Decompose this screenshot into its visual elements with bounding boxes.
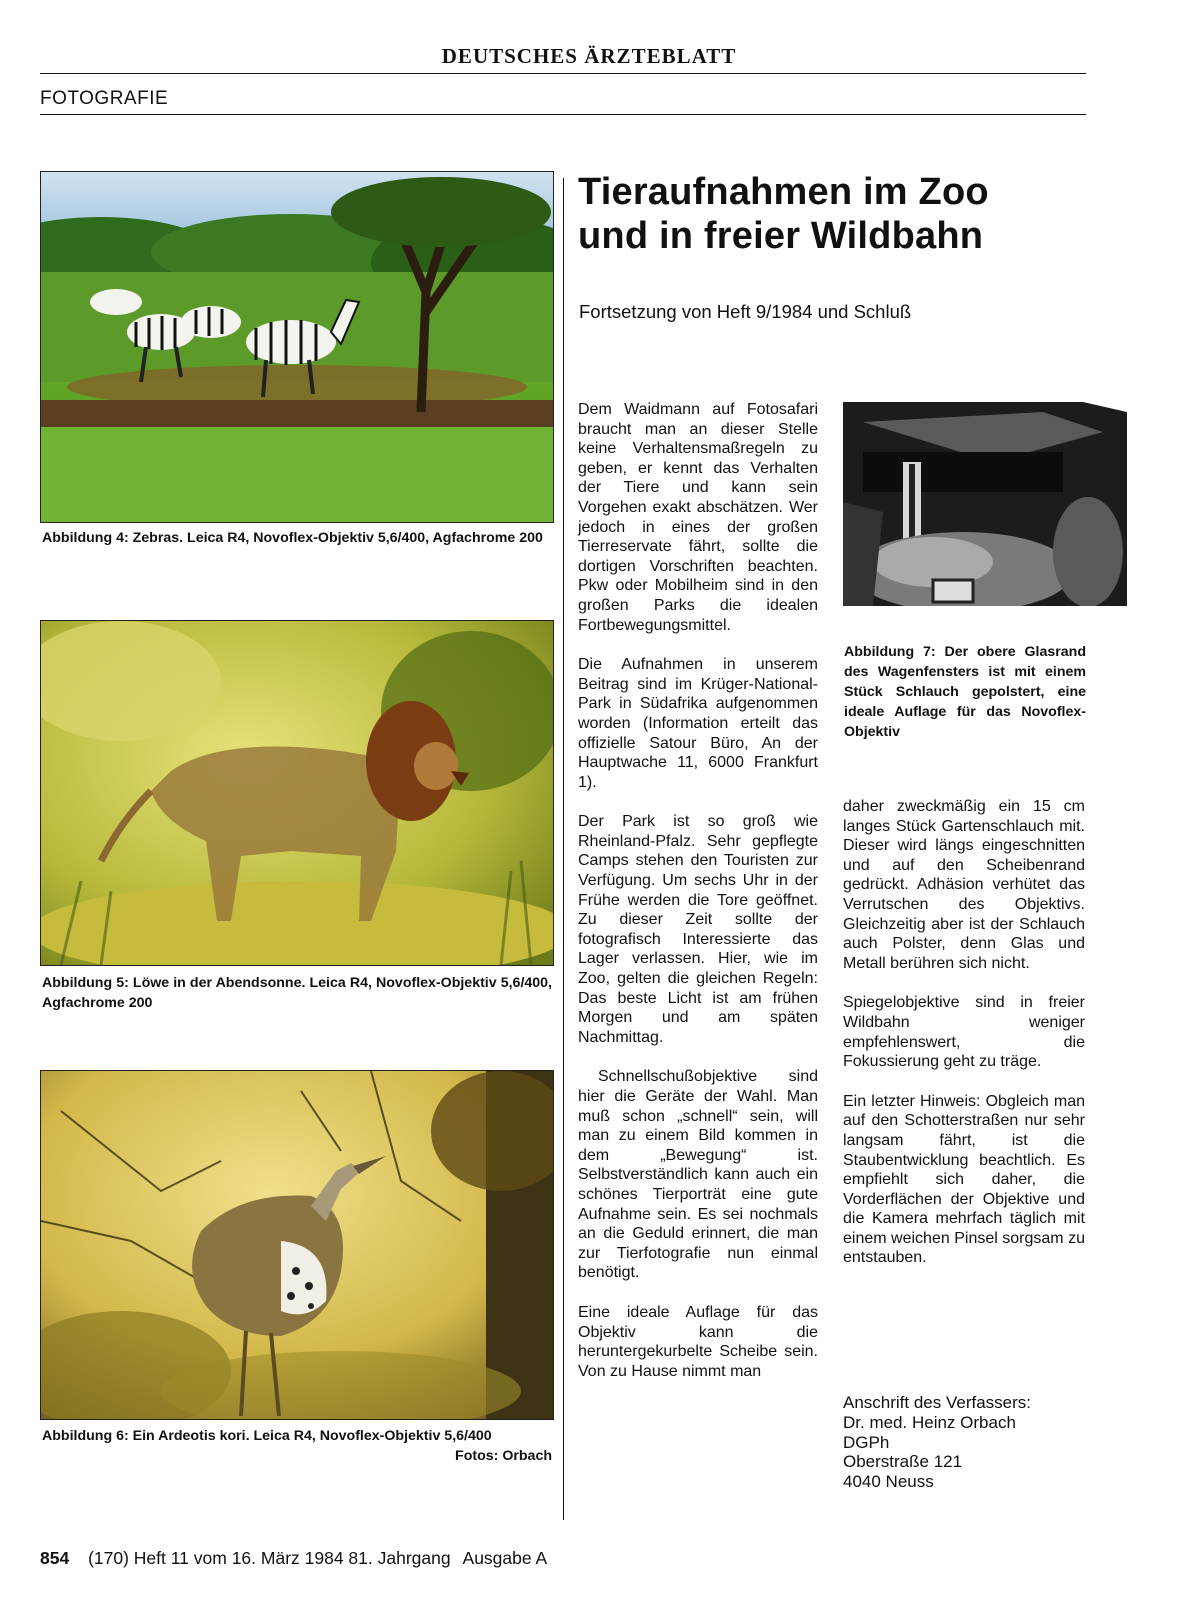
- paragraph: Eine ideale Auflage für das Objektiv kann die heruntergekurbelte Scheibe sein. Von zu Hause nimmt man: [578, 1303, 818, 1380]
- paragraph: Spiegelobjektive sind in freier Wildbahn weniger empfehlenswert, die Fokussierung geht zu träge.: [843, 994, 1085, 1071]
- photo-zebras: [40, 171, 554, 523]
- address-label: Anschrift des Verfassers:: [843, 1393, 1032, 1412]
- author-title: DGPh: [843, 1432, 890, 1452]
- masthead: DEUTSCHES ÄRZTEBLATT: [441, 44, 737, 68]
- issue-info: (170) Heft 11 vom 16. März 1984 81. Jahrgang: [88, 1548, 451, 1568]
- article-title-line-1: Tieraufnahmen im Zoo: [578, 171, 989, 213]
- caption-fig6-text: Abbildung 6: Ein Ardeotis kori. Leica R4, Novoflex-Objektiv 5,6/400: [42, 1428, 492, 1444]
- caption-fig7: Abbildung 7: Der obere Glasrand des Wagenfensters ist mit einem Stück Schlauch gepolstert, eine ideale Auflage für das Novoflex-Objektiv: [844, 644, 1086, 740]
- address-city: 4040 Neuss: [843, 1472, 934, 1492]
- paragraph: Dem Waidmann auf Fotosafari braucht man an dieser Stelle keine Verhaltensmaßregeln zu geben, er kennt das Verhalten der Tiere und kann sein Vorgehen exakt abschätzen. Wer jedoch in eines der großen Tierreservate fährt, sollte die dortigen Vorschriften beachten. Pkw oder Mobilheim sind in den großen Parks die idealen Fortbewegungsmittel.: [578, 401, 818, 634]
- page-number: 854: [40, 1548, 70, 1568]
- caption-fig6: [42, 1426, 552, 1466]
- column-rule: [563, 178, 564, 1520]
- paragraph: Die Aufnahmen in unserem Beitrag sind im Krüger-National-Park in Südafrika aufgenommen worden (Information erteilt das offizielle Satour Büro, An der Hauptwache 11, 6000 Frankfurt 1).: [578, 656, 818, 791]
- edition-info: Ausgabe A: [462, 1548, 548, 1568]
- article-title-line-2: und in freier Wildbahn: [578, 215, 984, 257]
- photo-bustard: [40, 1070, 554, 1420]
- photo-credit: Fotos: Orbach: [455, 1448, 552, 1464]
- caption-fig5: Abbildung 5: Löwe in der Abendsonne. Leica R4, Novoflex-Objektiv 5,6/400, Agfachrome 200: [42, 975, 552, 1011]
- page-footer: [40, 1548, 555, 1569]
- photo-lion: [40, 620, 554, 966]
- section-label: FOTOGRAFIE: [40, 88, 169, 109]
- paragraph: Der Park ist so groß wie Rheinland-Pfalz. Sehr gepflegte Camps stehen den Touristen zur Verfügung. Um sechs Uhr in der Frühe werden die Tore geöffnet. Zu dieser Zeit sollte der fotografisch Interessierte das Lager verlassen. Hier, wie im Zoo, gelten die gleichen Regeln: Das beste Licht ist am frühen Morgen und am späten Nachmittag.: [578, 813, 818, 1046]
- caption-fig4: Abbildung 4: Zebras. Leica R4, Novoflex-Objektiv 5,6/400, Agfachrome 200: [42, 530, 543, 546]
- body-column-2: [843, 797, 1085, 1288]
- section-rule: [40, 114, 1086, 115]
- article-title: [578, 170, 1078, 258]
- masthead-rule: [40, 73, 1086, 74]
- article-subtitle: Fortsetzung von Heft 9/1984 und Schluß: [579, 301, 912, 322]
- photo-car-window: [843, 402, 1127, 606]
- author-address: [843, 1393, 1031, 1492]
- body-column-1: [578, 400, 818, 1401]
- paragraph: Schnellschußobjektive sind hier die Geräte der Wahl. Man muß schon „schnell“ sein, will man zu einem Bild kommen in dem „Bewegung“ ist. Selbstverständlich kann auch ein schönes Tierporträt eine gute Aufnahme sein. Es sei nochmals an die Geduld erinnert, die man zur Tierfotografie nun einmal benötigt.: [578, 1068, 818, 1282]
- paragraph: daher zweckmäßig ein 15 cm langes Stück Gartenschlauch mit. Dieser wird längs eingeschnitten und auf den Scheibenrand gedrückt. Adhäsion verhütet das Verrutschen des Objektivs. Gleichzeitig aber ist der Schlauch auch Polster, denn Glas und Metall berühren sich nicht.: [843, 798, 1085, 972]
- paragraph: Ein letzter Hinweis: Obgleich man auf den Schotterstraßen nur sehr langsam fährt, ist die Staubentwicklung beachtlich. Es empfiehlt sich daher, die Vorderflächen der Objektive und die Kamera mehrfach täglich mit einem weichen Pinsel sorgsam zu entstauben.: [843, 1092, 1085, 1267]
- address-street: Oberstraße 121: [843, 1452, 963, 1472]
- author-name: Dr. med. Heinz Orbach: [843, 1412, 1016, 1432]
